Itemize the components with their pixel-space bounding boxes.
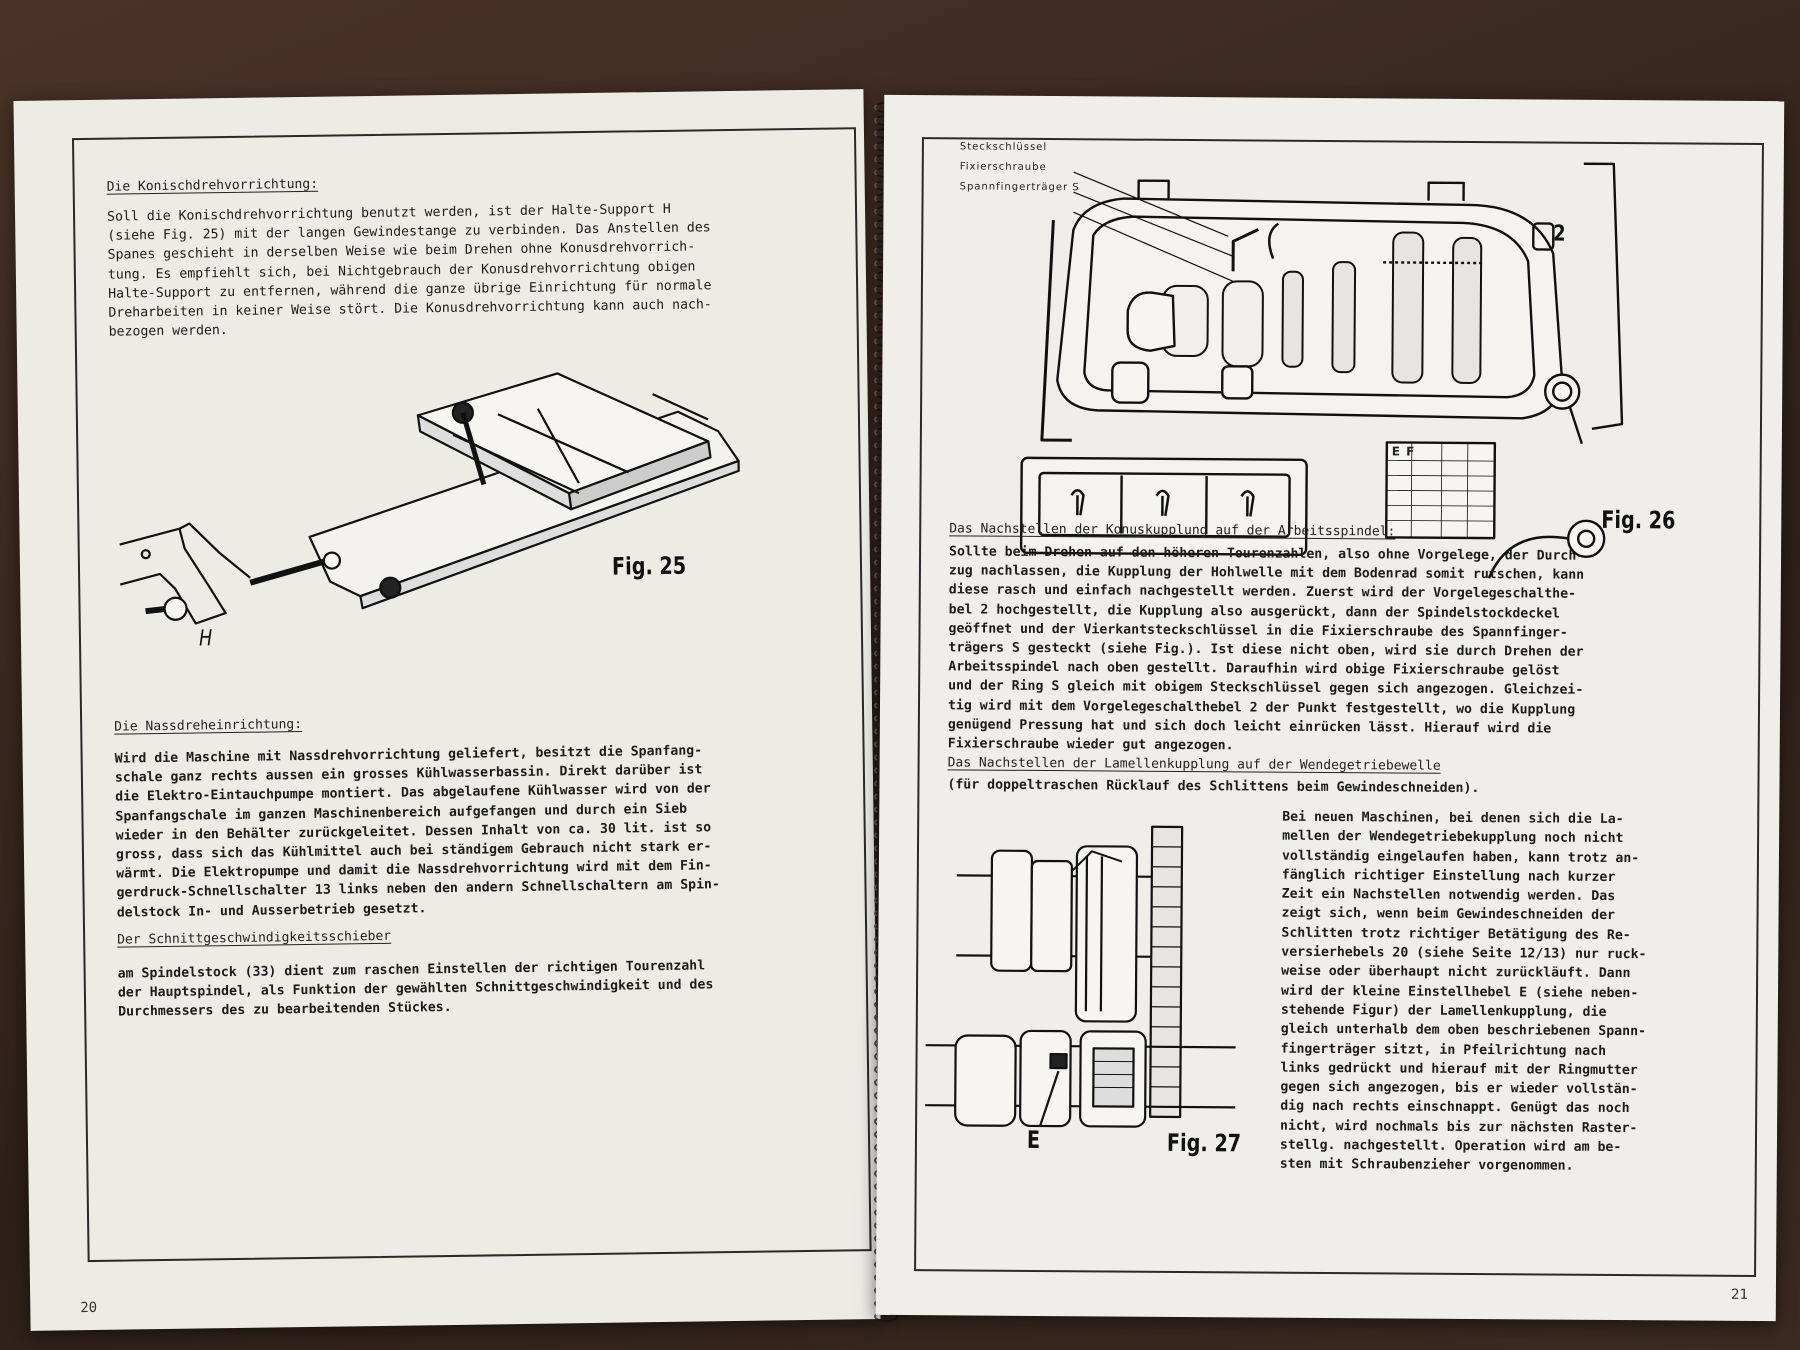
text-line: stellg. nachgestellt. Operation wird am be- bbox=[1279, 1137, 1622, 1156]
figure-26-lever-label: 2 bbox=[1553, 221, 1566, 247]
figure-25-drawing bbox=[97, 371, 741, 660]
text-line: mellen der Wendegetriebekupplung noch nicht bbox=[1282, 828, 1624, 847]
text-line: Halte-Support zu entfernen, während die ganze übrige Einrichtung für normale bbox=[108, 278, 712, 302]
text-line: die Elektro-Eintauchpumpe montiert. Das abgelaufene Kühlwasser wird von der bbox=[115, 781, 711, 806]
text-line: wärmt. Die Elektropumpe und damit die Nassdrehvorrichtung wird mit dem Fin- bbox=[116, 858, 712, 882]
text-line: Soll die Konischdrehvorrichtung benutzt werden, ist der Halte-Support H bbox=[106, 201, 671, 225]
text-line: am Spindelstock (33) dient zum raschen Einstellen der richtigen Tourenzahl bbox=[117, 958, 706, 982]
figure-27-label: Fig. 27 bbox=[1166, 1128, 1242, 1158]
text-line: versierhebels 20 (siehe Seite 12/13) nur ruck- bbox=[1281, 944, 1647, 963]
text-line: fingerträger sitzt, in Pfeilrichtung nach bbox=[1280, 1041, 1607, 1059]
text-line: delstock In- und Ausserbetrieb gesetzt. bbox=[116, 900, 427, 921]
heading-konischdrehvorrichtung: Die Konischdrehvorrichtung: bbox=[106, 176, 319, 195]
text-line: sten mit Schraubenzieher vorgenommen. bbox=[1279, 1157, 1574, 1175]
text-line: wird der kleine Einstellhebel E (siehe neben- bbox=[1280, 983, 1639, 1001]
text-line: nicht, wird nochmals bis zur nächsten Raster- bbox=[1280, 1118, 1638, 1136]
figure-26-drawing bbox=[921, 139, 1759, 505]
text-line: Wird die Maschine mit Nassdrehvorrichtung geliefert, besitzt die Spanfang- bbox=[114, 743, 703, 767]
callout-fixierschraube: Fixierschraube bbox=[959, 161, 1047, 174]
text-line: links gedrückt und hierauf mit der Ringmutter bbox=[1280, 1060, 1638, 1079]
right-page bbox=[876, 95, 1784, 1321]
text-line: Spanfangschale im ganzen Maschinenbereich aufgefangen und durch ein Sieb bbox=[115, 801, 688, 825]
text-line: wieder in den Behälter zurückgeleitet. Dessen Inhalt von ca. 30 lit. ist so bbox=[115, 820, 712, 844]
text-line: vollständig eingelaufen haben, kann trotz an- bbox=[1281, 848, 1640, 866]
text-line: bezogen werden. bbox=[108, 323, 228, 340]
heading-schnittgeschwindigkeitsschieber: Der Schnittgeschwindigkeitsschieber bbox=[117, 928, 392, 948]
heading-konuskupplung: Das Nachstellen der Konuskupplung auf der Arbeitsspindel: bbox=[949, 521, 1396, 540]
text-line: tung. Es empfiehlt sich, bei Nichtgebrauch der Konusdrehvorrichtung obigen bbox=[107, 259, 696, 283]
text-line: Bei neuen Maschinen, bei denen sich die La- bbox=[1282, 809, 1624, 828]
text-line: geöffnet und der Vierkantsteckschlüssel in die Fixierschraube des Spannfinger- bbox=[948, 621, 1568, 641]
text-line: genügend Pressung hat und sich doch leicht einrücken lässt. Hierauf wird die bbox=[947, 717, 1552, 737]
text-line: Fixierschraube wieder gut angezogen. bbox=[947, 736, 1234, 754]
paragraph-lamellenkupplung bbox=[1280, 808, 1648, 1177]
figure-27-drawing bbox=[925, 815, 1267, 1137]
text-line: und der Ring S gleich mit obigem Steckschlüssel gegen sich angezogen. Gleichzei- bbox=[948, 678, 1584, 699]
paragraph-konischdrehvorrichtung bbox=[107, 199, 712, 342]
left-page bbox=[13, 89, 880, 1331]
text-line: dig nach rechts einschnappt. Genügt das noch bbox=[1280, 1099, 1630, 1117]
callout-spannfingertraeger: Spannfingerträger S bbox=[959, 181, 1080, 194]
text-line: bel 2 hochgestellt, die Kupplung also ausgerückt, dann der Spindelstockdeckel bbox=[948, 601, 1561, 622]
paragraph-schnittgeschwindigkeitsschieber bbox=[118, 956, 714, 1022]
text-line: gleich unterhalb dem oben beschriebenen Spann- bbox=[1280, 1021, 1647, 1040]
figure-26-table-header: E F bbox=[1391, 444, 1416, 459]
text-line: diese rasch und einfach nachgestellt werden. Zuerst wird der Vorgelegeschalthe- bbox=[948, 582, 1577, 603]
text-line: Arbeitsspindel nach oben gestellt. Daraufhin wird obige Fixierschraube gelöst bbox=[948, 659, 1560, 679]
text-line: gross, dass sich das Kühlmittel auch bei ständigem Gebrauch nicht stark er- bbox=[115, 839, 712, 863]
text-line: zeigt sich, wenn beim Gewindeschneiden der bbox=[1281, 906, 1616, 924]
paragraph-konuskupplung bbox=[948, 542, 1585, 758]
callout-steckschluessel: Steckschlüssel bbox=[959, 141, 1048, 154]
text-line: zug nachlassen, die Kupplung der Hohlwelle mit dem Bodenrad somit rutschen, kann bbox=[948, 563, 1585, 583]
text-line: gerdruck-Schnellschalter 13 links neben den andern Schnellschaltern am Spin- bbox=[116, 877, 720, 902]
text-line: weise oder überhaupt nicht zurückläuft. Dann bbox=[1281, 964, 1631, 982]
figure-27-part-label: E bbox=[1026, 1125, 1041, 1154]
text-line: Schlitten trotz richtiger Betätigung des Re- bbox=[1281, 925, 1631, 943]
text-line: (siehe Fig. 25) mit der langen Gewindestange zu verbinden. Das Anstellen des bbox=[107, 220, 711, 244]
text-line: Spanes geschieht in derselben Weise wie beim Drehen ohne Konusdrehvorrich- bbox=[107, 239, 696, 264]
text-line: Dreharbeiten in keiner Weise stört. Die Konusdrehvorrichtung kann auch nach- bbox=[108, 297, 712, 321]
heading-lamellenkupplung: Das Nachstellen der Lamellenkupplung auf der Wendegetriebewelle bbox=[947, 755, 1441, 774]
page-number-left: 20 bbox=[80, 1299, 98, 1317]
text-line: trägers S gesteckt (siehe Fig.). Ist diese nicht oben, wird sie durch Drehen der bbox=[948, 640, 1584, 660]
text-line: Sollte beim Drehen auf den höheren Tourenzahlen, also ohne Vorgelege, der Durch- bbox=[949, 544, 1585, 564]
page-number-right: 21 bbox=[1730, 1286, 1748, 1303]
text-line: tig wird mit dem Vorgelegeschalthebel 2 der Punkt festgestellt, wo die Kupplung bbox=[947, 697, 1576, 718]
text-line: gegen sich angezogen, bis er wieder vollstän- bbox=[1280, 1079, 1638, 1098]
heading-nassdreheinrichtung: Die Nassdreheinrichtung: bbox=[114, 717, 303, 735]
text-line: Durchmessers des zu bearbeitenden Stückes. bbox=[118, 1000, 452, 1021]
text-line: fänglich richtiger Einstellung nach kurzer bbox=[1281, 867, 1616, 885]
text-line: schale ganz rechts aussen ein grosses Kühlwasserbassin. Direkt darüber ist bbox=[114, 762, 703, 786]
paragraph-nassdreheinrichtung bbox=[115, 741, 721, 922]
text-line: der Hauptspindel, als Funktion der gewählten Schnittgeschwindigkeit und des bbox=[117, 977, 714, 1001]
text-line: Zeit ein Nachstellen notwendig werden. Das bbox=[1281, 886, 1616, 905]
subheading-lamellenkupplung: (für doppeltraschen Rücklauf des Schlittens beim Gewindeschneiden). bbox=[947, 777, 1480, 797]
text-line: stehende Figur) der Lamellenkupplung, die bbox=[1280, 1002, 1607, 1020]
figure-25-part-label: H bbox=[198, 626, 213, 652]
figure-25-label: Fig. 25 bbox=[611, 551, 687, 581]
figure-26-label: Fig. 26 bbox=[1601, 505, 1676, 535]
